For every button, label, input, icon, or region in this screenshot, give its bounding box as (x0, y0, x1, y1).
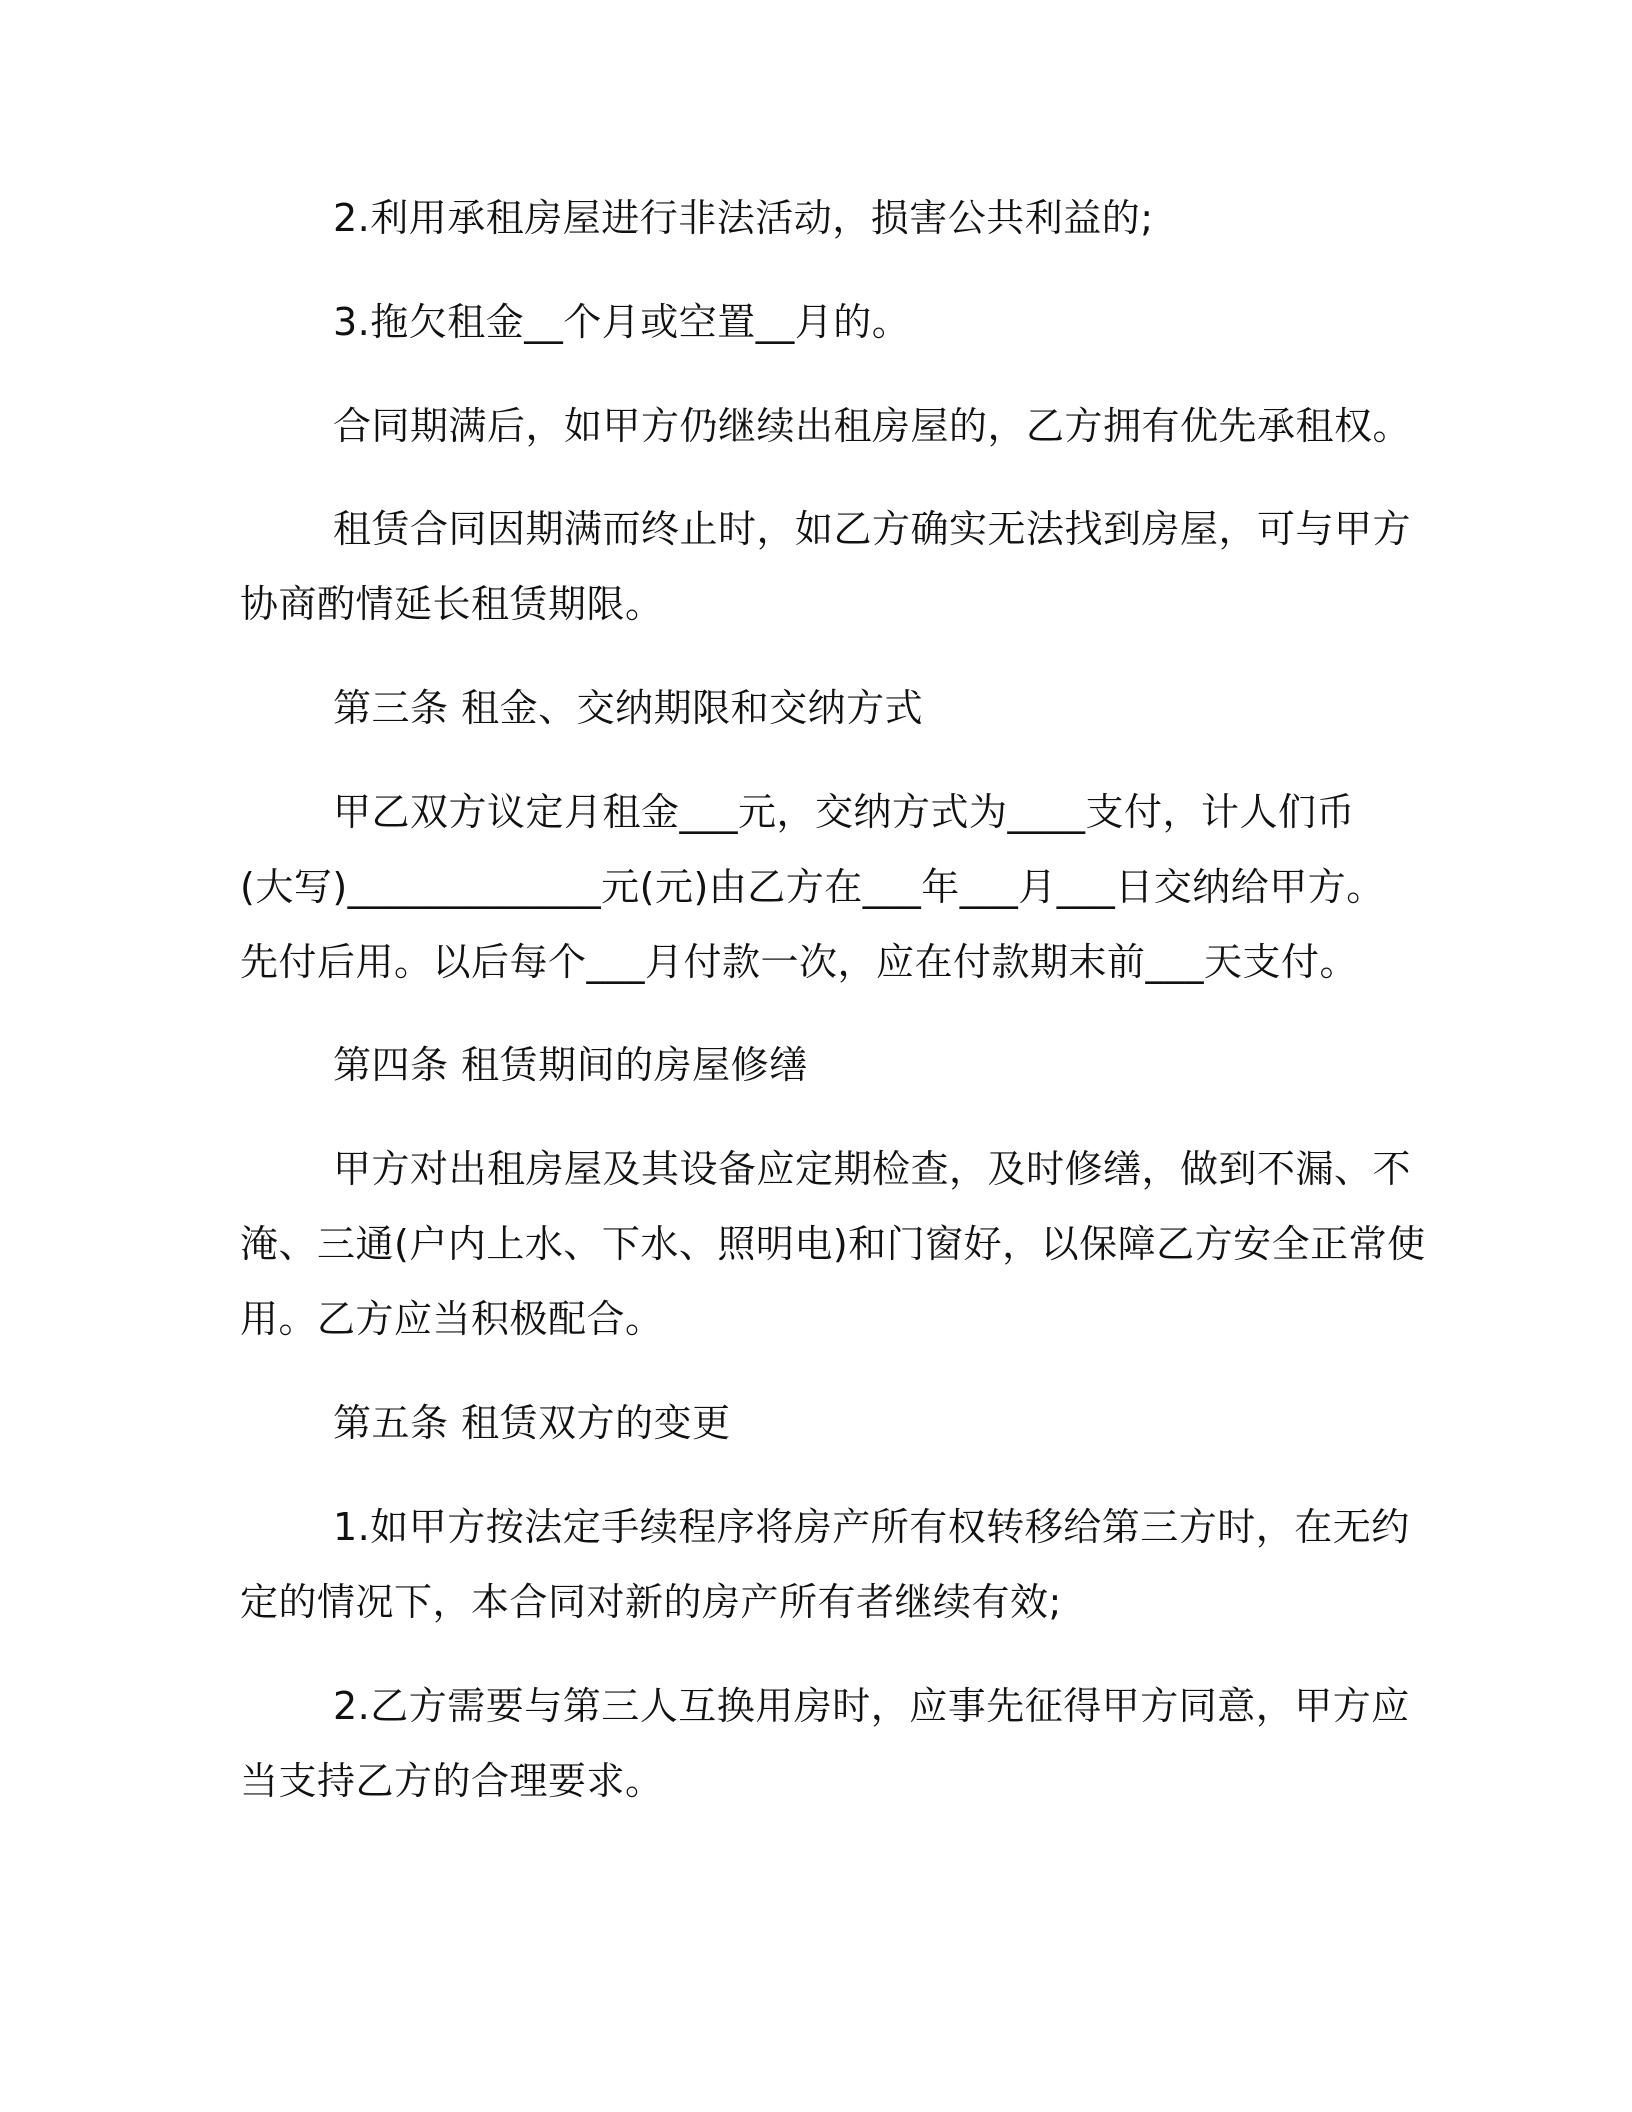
clause-exchange-line-2: 当支持乙方的合理要求。 (240, 1759, 664, 1803)
paragraph-renewal: 合同期满后，如甲方仍继续出租房屋的，乙方拥有优先承租权。 (333, 404, 1412, 448)
paragraph-rent-line-3: 先付后用。以后每个___月付款一次，应在付款期末前___天支付。 (240, 940, 1359, 984)
clause-exchange-line-1: 2.乙方需要与第三人互换用房时，应事先征得甲方同意，甲方应 (333, 1684, 1410, 1728)
paragraph-extension-line-1: 租赁合同因期满而终止时，如乙方确实无法找到房屋，可与甲方 (333, 507, 1412, 551)
section-heading-3: 第三条 租金、交纳期限和交纳方式 (333, 686, 924, 730)
paragraph-rent-line-1: 甲乙双方议定月租金___元，交纳方式为____支付，计人们币 (333, 790, 1356, 834)
section-heading-4: 第四条 租赁期间的房屋修缮 (333, 1043, 808, 1087)
paragraph-repair-line-3: 用。乙方应当积极配合。 (240, 1297, 664, 1341)
section-heading-5: 第五条 租赁双方的变更 (333, 1401, 731, 1445)
clause-transfer-line-1: 1.如甲方按法定手续程序将房产所有权转移给第三方时，在无约 (333, 1505, 1410, 1549)
clause-transfer-line-2: 定的情况下，本合同对新的房产所有者继续有效; (240, 1580, 1062, 1624)
clause-item-2: 2.利用承租房屋进行非法活动，损害公共利益的; (333, 196, 1154, 240)
paragraph-rent-line-2: (大写)_____________元(元)由乙方在___年___月___日交纳给甲方。 (240, 865, 1385, 909)
paragraph-repair-line-1: 甲方对出租房屋及其设备应定期检查，及时修缮，做到不漏、不 (333, 1147, 1412, 1191)
paragraph-extension-line-2: 协商酌情延长租赁期限。 (240, 582, 664, 626)
paragraph-repair-line-2: 淹、三通(户内上水、下水、照明电)和门窗好，以保障乙方安全正常使 (240, 1222, 1426, 1266)
clause-item-3: 3.拖欠租金__个月或空置__月的。 (333, 300, 911, 344)
